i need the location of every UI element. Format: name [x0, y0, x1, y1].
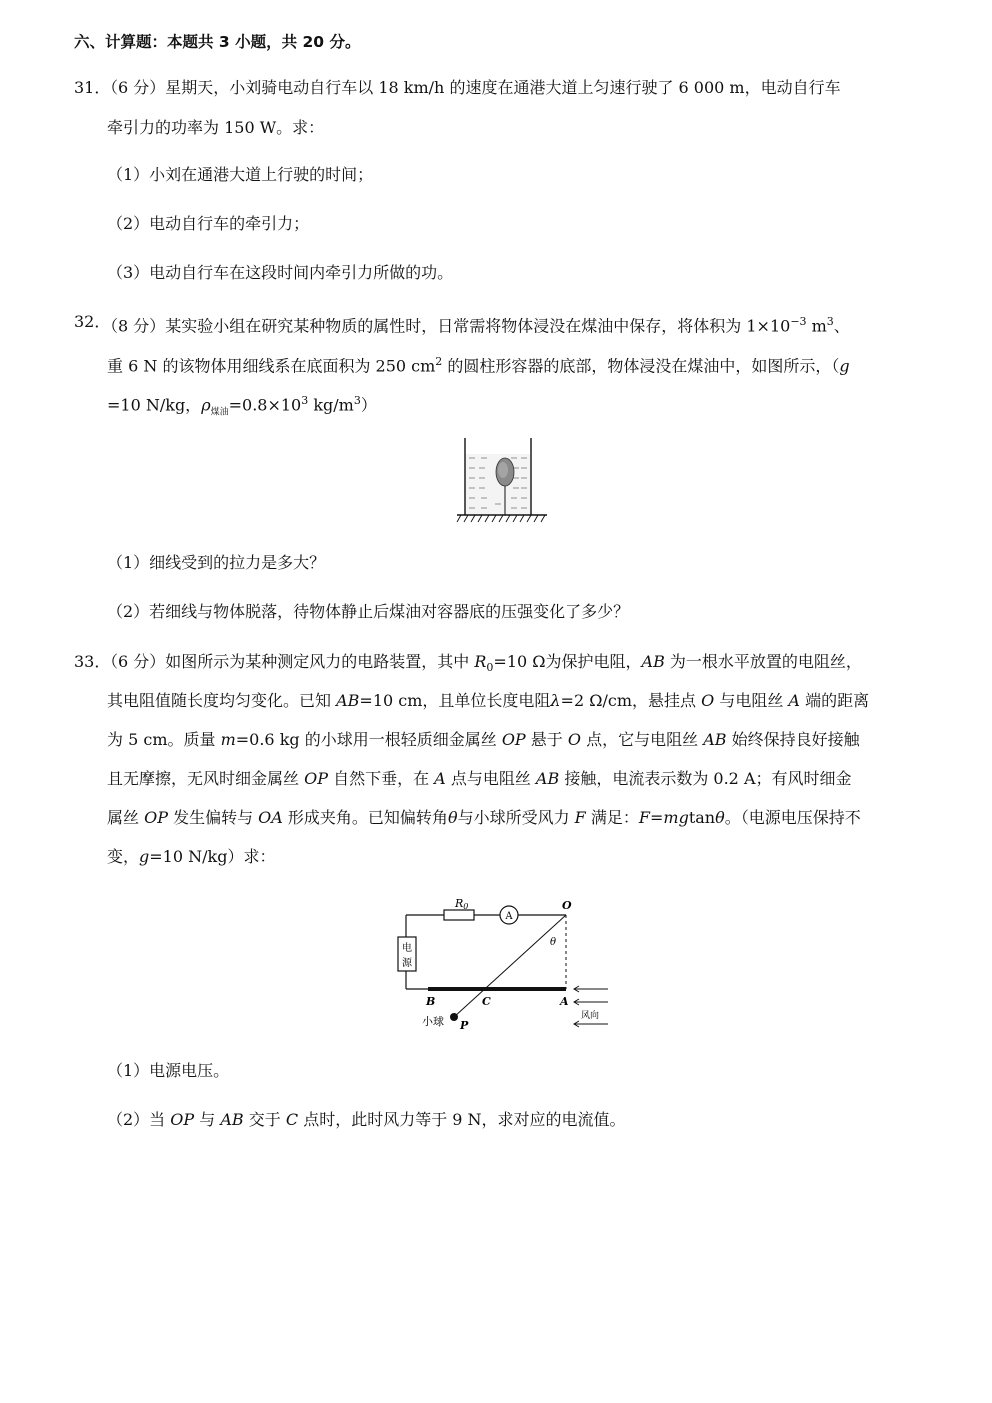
source-label-top: 电 — [402, 943, 412, 954]
oil-container-figure — [455, 436, 550, 526]
q32-line3: =10 N/kg，$\rho_{煤油}=0.8\times 10^3$ $kg/m^3$） — [107, 394, 377, 418]
resistor-r0 — [444, 910, 474, 920]
q32-line1: （8 分）某实验小组在研究某种物质的属性时，日常需将物体浸没在煤油中保存，将体积为 $1\times 10^{-3}$ $m^3$、 — [102, 315, 850, 336]
q33-line2: 其电阻值随长度均匀变化。已知 AB=10 cm，且单位长度电阻λ=2 Ω/cm，悬挂点 O 与电阻丝 A 端的距离 — [107, 691, 870, 710]
ball-label: 小球 — [422, 1015, 444, 1028]
q32-number: 32． — [74, 312, 111, 331]
q33-part1: （1）电源电压。 — [107, 1061, 230, 1080]
ground-hatching — [457, 515, 545, 522]
point-p-label: P — [460, 1019, 469, 1032]
q33-line1: （6 分）如图所示为某种测定风力的电路装置，其中 $R_0=10$ Ω为保护电阻，AB 为一根水平放置的电阻丝， — [102, 652, 862, 675]
wind-direction-label: 风向 — [581, 1011, 600, 1021]
q33-line3: 为 5 cm。质量 m=0.6 kg 的小球用一根轻质细金属丝 OP 悬于 O 点，它与电阻丝 AB 始终保持良好接触 — [107, 730, 860, 749]
q33-part2: （2）当 OP 与 AB 交于 C 点时，此时风力等于 9 N，求对应的电流值。 — [107, 1110, 626, 1129]
q31-number: 31． — [74, 78, 111, 97]
ammeter-label: A — [505, 911, 513, 922]
q33-line6: 变，g=10 N/kg）求： — [107, 847, 276, 866]
q31-part1: （1）小刘在通港大道上行驶的时间； — [107, 165, 374, 184]
point-a-label: A — [560, 995, 569, 1008]
wire-op — [454, 915, 566, 1017]
point-b-label: B — [426, 995, 436, 1008]
q33-number: 33． — [74, 652, 111, 671]
q32-part1: （1）细线受到的拉力是多大？ — [107, 553, 326, 572]
q33-line5: 属丝 OP 发生偏转与 OA 形成夹角。已知偏转角θ与小球所受风力 F 满足：F=mgtanθ。（电源电压保持不 — [107, 808, 861, 827]
point-c-label: C — [482, 995, 491, 1008]
q31-line1: （6 分）星期天，小刘骑电动自行车以 18 km/h 的速度在通港大道上匀速行驶了 6 000 m，电动自行车 — [102, 78, 841, 97]
theta-label: θ — [550, 937, 557, 948]
q33-line4: 且无摩擦，无风时细金属丝 OP 自然下垂，在 A 点与电阻丝 AB 接触，电流表示数为 0.2 A；有风时细金 — [107, 769, 852, 788]
section-heading: 六、计算题：本题共 3 小题，共 20 分。 — [74, 33, 361, 51]
point-o-label: O — [562, 899, 572, 912]
source-label-bottom: 源 — [402, 958, 412, 969]
q32-line2: 重 6 N 的该物体用细线系在底面积为 250 $cm^2$ 的圆柱形容器的底部，物体浸没在煤油中，如图所示，（g — [107, 355, 850, 376]
ball-p — [450, 1013, 458, 1021]
q31-part2: （2）电动自行车的牵引力； — [107, 214, 310, 233]
wind-force-circuit-figure — [384, 893, 614, 1038]
q31-part3: （3）电动自行车在这段时间内牵引力所做的功。 — [107, 263, 454, 282]
r0-label: R0 — [455, 897, 469, 911]
q31-line2: 牵引力的功率为 150 W。求： — [107, 118, 325, 137]
q32-part2: （2）若细线与物体脱落，待物体静止后煤油对容器底的压强变化了多少？ — [107, 602, 630, 621]
